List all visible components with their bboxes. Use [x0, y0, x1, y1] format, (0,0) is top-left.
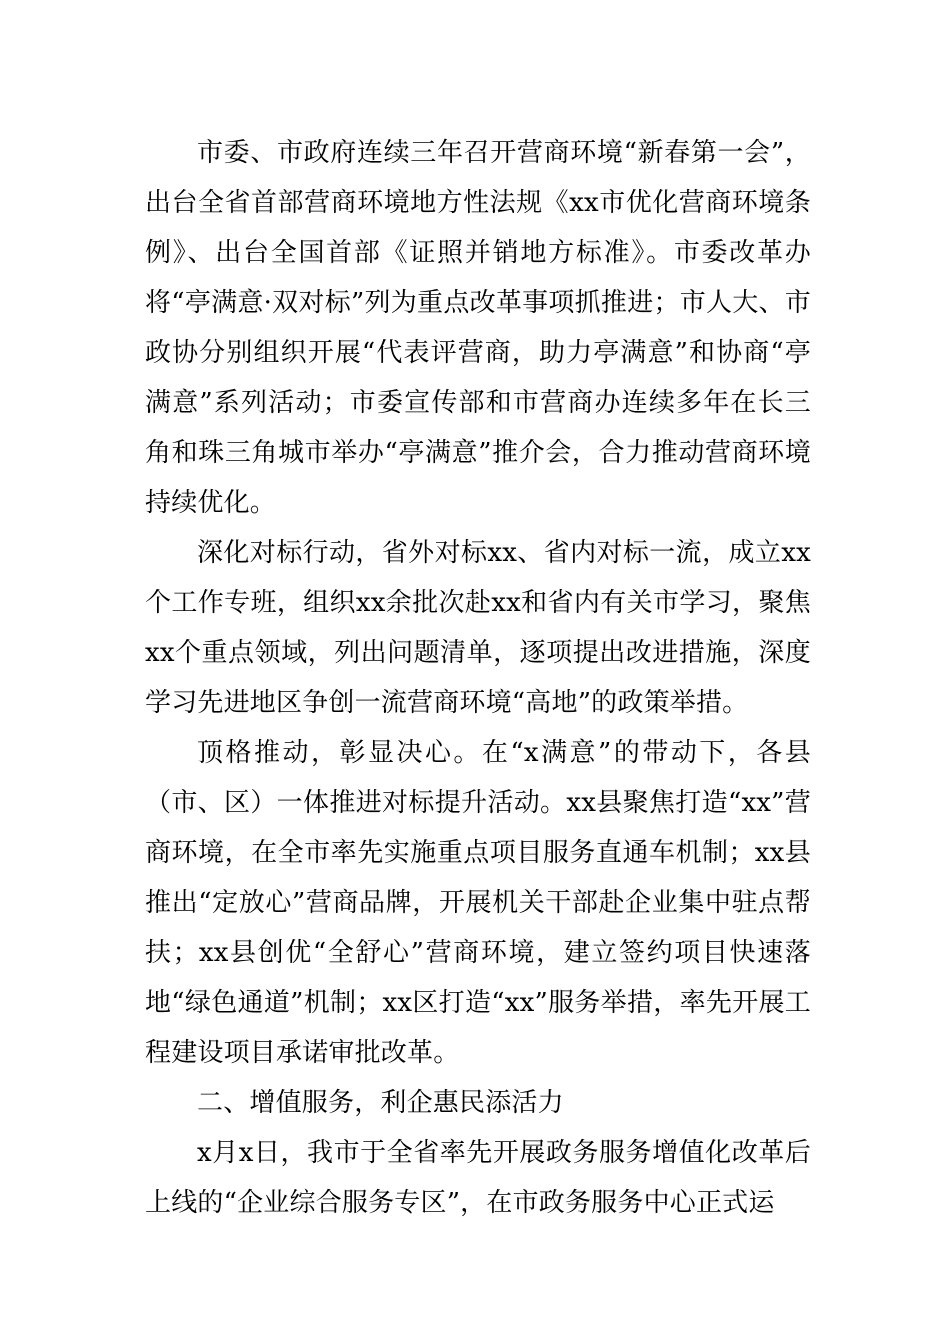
document-body [145, 128, 811, 1228]
paragraph-benchmarking-action: 深化对标行动，省外对标xx、省内对标一流，成立xx个工作专班，组织xx余批次赴xx和省内有关市学习，聚焦xx个重点领域，列出问题清单，逐项提出改进措施，深度学习先进地区争创一流营商环境“高地”的政策举措。 [145, 538, 811, 718]
paragraph-top-level-promotion: 顶格推动，彰显决心。在“x满意”的带动下，各县（市、区）一体推进对标提升活动。xx县聚焦打造“xx”营商环境，在全市率先实施重点项目服务直通车机制；xx县推出“定放心”营商品牌，开展机关干部赴企业集中驻点帮扶；xx县创优“全舒心”营商环境，建立签约项目快速落地“绿色通道”机制；xx区打造“xx”服务举措，率先开展工程建设项目承诺审批改革。 [145, 738, 811, 1068]
section-heading: 二、增值服务，利企惠民添活力 [197, 1088, 564, 1118]
paragraph-enterprise-service-zone: x月x日，我市于全省率先开展政务服务增值化改革后上线的“企业综合服务专区”，在市政务服务中心正式运 [145, 1138, 811, 1218]
paragraph-business-environment-initiatives: 市委、市政府连续三年召开营商环境“新春第一会”，出台全省首部营商环境地方性法规《xx市优化营商环境条例》、出台全国首部《证照并销地方标准》。市委改革办将“亭满意·双对标”列为重点改革事项抓推进；市人大、市政协分别组织开展“代表评营商，助力亭满意”和协商“亭满意”系列活动；市委宣传部和市营商办连续多年在长三角和珠三角城市举办“亭满意”推介会，合力推动营商环境持续优化。 [145, 138, 811, 518]
